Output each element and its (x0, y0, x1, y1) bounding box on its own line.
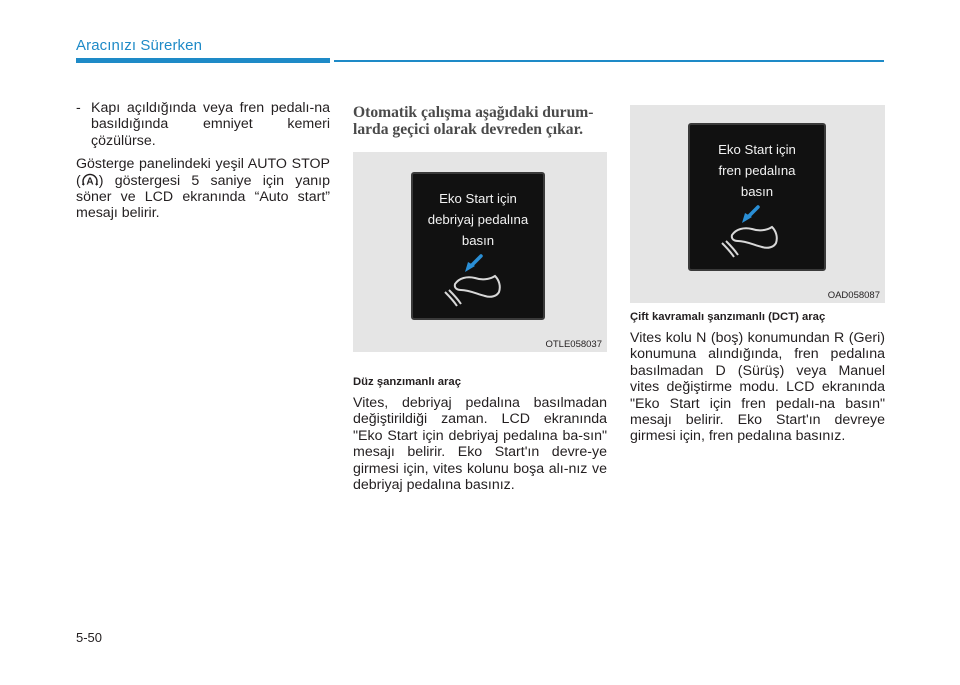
foot-press-pedal-icon (718, 203, 798, 263)
column-3 (630, 105, 885, 445)
header-rule-thin (334, 60, 884, 62)
lcd-message-line: basın (461, 233, 495, 248)
manual-transmission-paragraph: Vites, debriyaj pedalına basılmadan değiştirildiği zaman. LCD ekranında "Eko Start için debriyaj pedalına ba-sın" mesajı belirir. Eko Start'ın devre-ye girmesi için, vites kolunu boşa alı-nız ve debriyaj pedalına basınız. (353, 395, 607, 494)
column-2 (353, 104, 607, 493)
lcd-message-line: basın (740, 184, 774, 199)
paragraph-text-after-icon: ) göstergesi 5 saniye için yanıp söner ve LCD ekranında “Auto start” mesajı belirir. (76, 172, 330, 222)
lcd-message-line: Eko Start için (718, 142, 796, 157)
svg-text:A: A (86, 176, 94, 187)
section-title: Aracınızı Sürerken (76, 37, 203, 54)
bullet-dash: - (76, 100, 81, 116)
lcd-message (690, 139, 824, 202)
lcd-screen (688, 123, 826, 271)
section-heading: Otomatik çalışma aşağıdaki durum-larda geçici olarak devreden çıkar. (353, 104, 594, 138)
auto-stop-a-icon (81, 173, 99, 187)
lcd-message-line: debriyaj pedalına (427, 212, 529, 227)
lcd-screen (411, 172, 545, 320)
figure-code: OAD058087 (827, 290, 880, 301)
auto-stop-paragraph (76, 156, 330, 222)
page-number: 5-50 (76, 630, 103, 645)
bullet-text: Kapı açıldığında veya fren pedalı-na basıldığında emniyet kemeri çözülürse. (91, 100, 330, 149)
lcd-figure-brake (630, 105, 885, 303)
column-1 (76, 100, 330, 222)
paragraph-text-before-icon: Gösterge panelindeki yeşil AUTO STOP ( (76, 156, 330, 189)
manual-transmission-subheading: Düz şanzımanlı araç (353, 376, 461, 388)
dct-subheading: Çift kavramalı şanzımanlı (DCT) araç (630, 311, 826, 323)
lcd-message (413, 188, 543, 251)
bullet-item (76, 100, 330, 149)
lcd-figure-clutch (353, 152, 607, 352)
header-rule-thick (76, 58, 330, 63)
lcd-message-line: fren pedalına (718, 163, 796, 178)
foot-press-pedal-icon (441, 252, 521, 312)
dct-paragraph: Vites kolu N (boş) konumundan R (Geri) konumuna alındığında, fren pedalına basılmadan D (Sürüş) veya Manuel vites değiştirme modu. LCD ekranında "Eko Start için fren pedalı-na basın" mesajı belirir. Eko Start'ın devreye girmesi için, fren pedalına basınız. (630, 330, 885, 445)
figure-code: OTLE058037 (545, 339, 602, 350)
lcd-message-line: Eko Start için (439, 191, 517, 206)
